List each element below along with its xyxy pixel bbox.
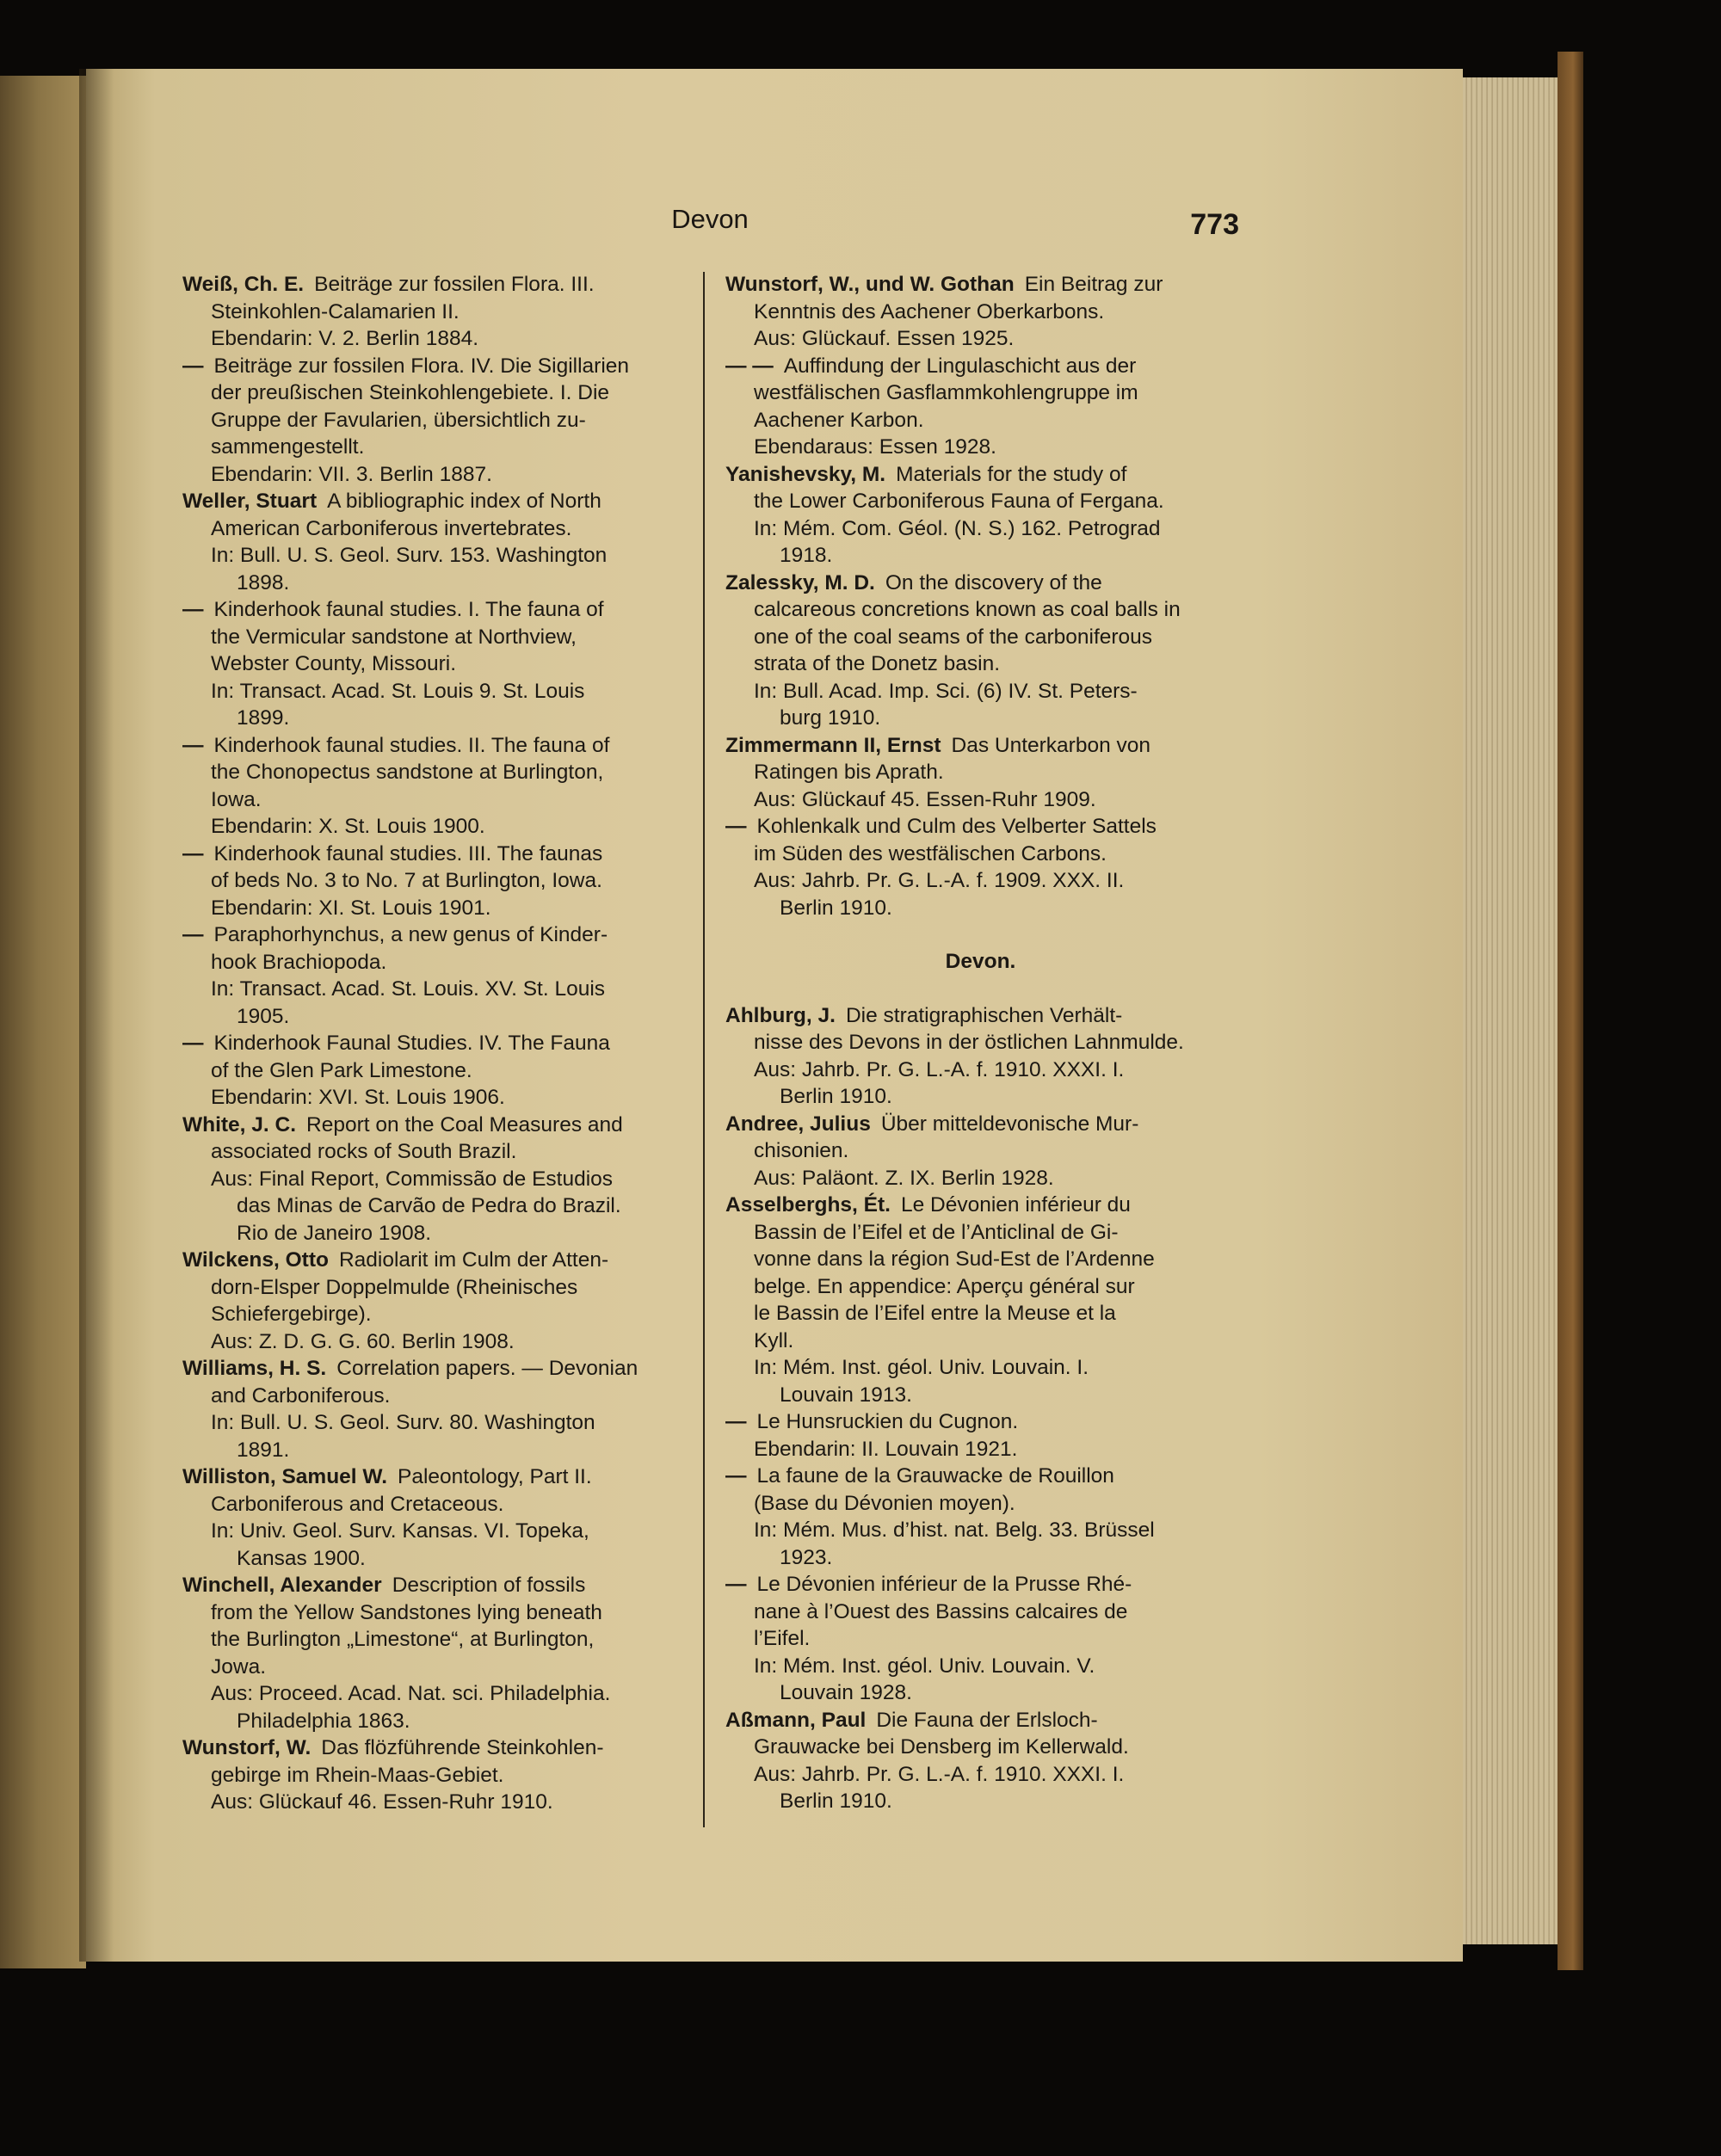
entry-publication-line: 1905. xyxy=(237,1004,290,1028)
entry-publication-line: Aus: Glückauf. Essen 1925. xyxy=(754,327,1015,350)
entry-title-line: Kinderhook Faunal Studies. IV. The Fauna xyxy=(213,1032,610,1055)
entry-author: Zalessky, M. D. xyxy=(725,570,875,594)
entry-title-line: gebirge im Rhein-Maas-Gebiet. xyxy=(211,1763,504,1787)
entry-publication-line: Ebendaraus: Essen 1928. xyxy=(754,435,996,459)
entry-author: — xyxy=(182,1032,204,1055)
entry-first-line xyxy=(725,353,1236,380)
running-header: Devon xyxy=(671,204,749,234)
entry-first-line xyxy=(182,596,694,624)
entry-title-line: Das flözführende Steinkohlen- xyxy=(321,1736,604,1759)
right-column xyxy=(725,271,1236,1815)
entry-publication-line: In: Mém. Com. Géol. (N. S.) 162. Petrograd xyxy=(754,516,1161,540)
entry-title-line: Auffindung der Lingulaschicht aus der xyxy=(783,354,1137,378)
right-column-bottom xyxy=(725,1002,1236,1815)
bibliography-entry xyxy=(725,1111,1236,1192)
entry-title-line: Über mitteldevonische Mur- xyxy=(880,1112,1139,1136)
entry-publication-line: Berlin 1910. xyxy=(780,1085,892,1108)
entry-first-line xyxy=(725,1707,1236,1734)
entry-publication-line: In: Bull. U. S. Geol. Surv. 153. Washington xyxy=(211,544,608,567)
entry-first-line xyxy=(182,1247,694,1274)
entry-first-line xyxy=(182,353,694,380)
entry-publication-line: Aus: Jahrb. Pr. G. L.-A. f. 1909. XXX. II. xyxy=(754,869,1125,892)
entry-title-line: American Carboniferous invertebrates. xyxy=(211,516,572,540)
entry-publication-line: Ebendarin: XVI. St. Louis 1906. xyxy=(211,1086,505,1109)
entry-publication-line: Ebendarin: XI. St. Louis 1901. xyxy=(211,896,491,920)
entry-author: Weiß, Ch. E. xyxy=(182,273,305,296)
column-divider xyxy=(703,272,705,1827)
entry-title-line: der preußischen Steinkohlengebiete. I. Die xyxy=(211,381,610,404)
entry-author: — xyxy=(725,1464,747,1488)
entry-title-line: westfälischen Gasflammkohlengruppe im xyxy=(754,381,1138,404)
entry-first-line xyxy=(725,1111,1236,1138)
entry-publication-line: Aus: Z. D. G. G. 60. Berlin 1908. xyxy=(211,1329,515,1353)
entry-publication-line: Kansas 1900. xyxy=(237,1546,366,1570)
entry-first-line xyxy=(725,1408,1236,1436)
entry-first-line xyxy=(182,1030,694,1057)
entry-title-line: im Süden des westfälischen Carbons. xyxy=(754,841,1107,865)
entry-first-line xyxy=(725,461,1236,489)
entry-author: Winchell, Alexander xyxy=(182,1574,382,1597)
entry-author: — xyxy=(182,841,204,865)
entry-title-line: Steinkohlen-Calamarien II. xyxy=(211,299,460,323)
entry-title-line: A bibliographic index of North xyxy=(327,490,601,513)
entry-publication-line: In: Bull. Acad. Imp. Sci. (6) IV. St. Peters- xyxy=(754,679,1138,703)
entry-author: Ahlburg, J. xyxy=(725,1003,836,1027)
entry-publication-line: Aus: Proceed. Acad. Nat. sci. Philadelphia. xyxy=(211,1682,611,1705)
entry-publication-line: burg 1910. xyxy=(780,706,881,730)
entry-author: Wunstorf, W., und W. Gothan xyxy=(725,273,1015,296)
entry-title-line: chisonien. xyxy=(754,1139,849,1162)
entry-title-line: nisse des Devons in der östlichen Lahnmulde. xyxy=(754,1031,1184,1054)
entry-title-line: belge. En appendice: Aperçu général sur xyxy=(754,1274,1135,1298)
entry-title-line: Ein Beitrag zur xyxy=(1024,273,1163,296)
entry-title-line: associated rocks of South Brazil. xyxy=(211,1140,517,1163)
entry-first-line xyxy=(182,1463,694,1491)
entry-title-line: strata of the Donetz basin. xyxy=(754,652,1000,675)
bibliography-entry xyxy=(182,353,694,489)
entry-title-line: of the Glen Park Limestone. xyxy=(211,1058,472,1082)
entry-title-line: nane à l’Ouest des Bassins calcaires de xyxy=(754,1599,1128,1623)
entry-title-line: of beds No. 3 to No. 7 at Burlington, Iowa. xyxy=(211,869,602,892)
entry-publication-line: 1918. xyxy=(780,544,833,567)
entry-publication-line: In: Mém. Mus. d’hist. nat. Belg. 33. Brüssel xyxy=(754,1518,1155,1542)
entry-publication-line: das Minas de Carvão de Pedra do Brazil. xyxy=(237,1194,621,1217)
entry-author: — — xyxy=(725,354,774,378)
entry-first-line xyxy=(182,921,694,949)
entry-title-line: Beiträge zur fossilen Flora. III. xyxy=(314,273,595,296)
entry-publication-line: Aus: Final Report, Commissão de Estudios xyxy=(211,1167,614,1191)
entry-first-line xyxy=(725,1571,1236,1599)
entry-publication-line: Ebendarin: V. 2. Berlin 1884. xyxy=(211,327,479,350)
entry-title-line: (Base du Dévonien moyen). xyxy=(754,1491,1015,1515)
entry-title-line: calcareous concretions known as coal balls in xyxy=(754,598,1181,621)
entry-title-line: dorn-Elsper Doppelmulde (Rheinisches xyxy=(211,1275,578,1299)
entry-title-line: Paleontology, Part II. xyxy=(398,1465,592,1488)
entry-title-line: Carboniferous and Cretaceous. xyxy=(211,1492,504,1516)
bibliography-entry xyxy=(182,1734,694,1816)
entry-first-line xyxy=(725,1002,1236,1030)
entry-first-line xyxy=(182,271,694,299)
entry-title-line: Le Dévonien inférieur du xyxy=(900,1193,1131,1217)
entry-title-line: Die Fauna der Erlsloch- xyxy=(876,1708,1098,1732)
entry-first-line xyxy=(182,841,694,868)
entry-title-line: Gruppe der Favularien, übersichtlich zu- xyxy=(211,408,586,432)
entry-author: White, J. C. xyxy=(182,1112,297,1137)
entry-title-line: La faune de la Grauwacke de Rouillon xyxy=(756,1464,1114,1488)
bibliography-entry xyxy=(725,570,1236,732)
entry-title-line: Bassin de l’Eifel et de l’Anticlinal de Gi- xyxy=(754,1220,1119,1244)
bibliography-entry xyxy=(725,271,1236,353)
entry-first-line xyxy=(182,488,694,515)
bibliography-entry xyxy=(182,921,694,1030)
entry-publication-line: Aus: Glückauf 45. Essen-Ruhr 1909. xyxy=(754,787,1096,811)
entry-author: — xyxy=(182,923,204,946)
entry-title-line: Kinderhook faunal studies. II. The fauna of xyxy=(213,733,610,757)
entry-author: Yanishevsky, M. xyxy=(725,462,886,486)
entry-title-line: Ratingen bis Aprath. xyxy=(754,761,944,784)
entry-first-line xyxy=(182,1572,694,1599)
entry-publication-line: Aus: Jahrb. Pr. G. L.-A. f. 1910. XXXI. I. xyxy=(754,1057,1125,1081)
bibliography-entry xyxy=(725,1002,1236,1111)
entry-publication-line: 1899. xyxy=(237,706,290,730)
bibliography-entry xyxy=(182,1355,694,1463)
entry-author: Wunstorf, W. xyxy=(182,1736,312,1759)
bibliography-entry xyxy=(182,1247,694,1355)
entry-publication-line: Aus: Glückauf 46. Essen-Ruhr 1910. xyxy=(211,1790,553,1814)
bibliography-entry xyxy=(182,488,694,596)
entry-title-line: Correlation papers. — Devonian xyxy=(336,1357,638,1380)
left-page-edge xyxy=(0,76,86,1968)
entry-author: — xyxy=(182,733,204,757)
bibliography-entry xyxy=(725,1463,1236,1571)
entry-title-line: Aachener Karbon. xyxy=(754,408,924,432)
entry-first-line xyxy=(182,1112,694,1139)
entry-author: — xyxy=(725,815,747,838)
entry-title-line: Das Unterkarbon von xyxy=(951,733,1151,757)
bibliography-entry xyxy=(725,1707,1236,1815)
entry-publication-line: Aus: Paläont. Z. IX. Berlin 1928. xyxy=(754,1166,1054,1190)
entry-publication-line: In: Univ. Geol. Surv. Kansas. VI. Topeka, xyxy=(211,1519,589,1543)
section-title: Devon. xyxy=(945,950,1016,973)
entry-publication-line: Aus: Jahrb. Pr. G. L.-A. f. 1910. XXXI. I. xyxy=(754,1762,1125,1786)
entry-title-line: Webster County, Missouri. xyxy=(211,652,457,675)
bibliography-entry xyxy=(725,461,1236,570)
entry-title-line: Beiträge zur fossilen Flora. IV. Die Sigillarien xyxy=(213,354,630,378)
entry-publication-line: Philadelphia 1863. xyxy=(237,1709,410,1733)
entry-first-line xyxy=(182,1734,694,1762)
bibliography-entry xyxy=(182,271,694,353)
entry-title-line: the Vermicular sandstone at Northview, xyxy=(211,625,577,649)
bibliography-entry xyxy=(725,1192,1236,1408)
entry-publication-line: In: Mém. Inst. géol. Univ. Louvain. V. xyxy=(754,1654,1095,1678)
entry-publication-line: Berlin 1910. xyxy=(780,1789,892,1813)
entry-title-line: hook Brachiopoda. xyxy=(211,950,387,974)
entry-publication-line: In: Bull. U. S. Geol. Surv. 80. Washington xyxy=(211,1411,595,1434)
bibliography-entry xyxy=(725,1408,1236,1463)
entry-title-line: Radiolarit im Culm der Atten- xyxy=(338,1248,609,1272)
entry-title-line: le Bassin de l’Eifel entre la Meuse et la xyxy=(754,1302,1116,1325)
entry-publication-line: Ebendarin: II. Louvain 1921. xyxy=(754,1437,1018,1461)
page-edges xyxy=(1463,77,1558,1944)
entry-author: — xyxy=(182,354,204,378)
entry-title-line: one of the coal seams of the carboniferous xyxy=(754,625,1153,649)
entry-author: Asselberghs, Ét. xyxy=(725,1193,891,1217)
entry-publication-line: 1898. xyxy=(237,570,290,594)
entry-author: Williams, H. S. xyxy=(182,1357,327,1380)
entry-author: Andree, Julius xyxy=(725,1112,871,1136)
bibliography-entry xyxy=(725,813,1236,921)
entry-publication-line: Ebendarin: VII. 3. Berlin 1887. xyxy=(211,462,492,486)
entry-title-line: Kinderhook faunal studies. III. The faunas xyxy=(213,841,603,865)
entry-title-line: Iowa. xyxy=(211,787,262,811)
entry-author: Zimmermann II, Ernst xyxy=(725,733,941,757)
entry-title-line: Report on the Coal Measures and xyxy=(306,1112,623,1137)
entry-author: — xyxy=(725,1573,747,1596)
entry-first-line xyxy=(725,570,1236,597)
entry-title-line: Paraphorhynchus, a new genus of Kinder- xyxy=(213,923,608,946)
entry-title-line: l’Eifel. xyxy=(754,1627,811,1650)
entry-title-line: Die stratigraphischen Verhält- xyxy=(845,1003,1123,1027)
right-column-top xyxy=(725,271,1236,921)
entry-publication-line: Rio de Janeiro 1908. xyxy=(237,1221,432,1245)
entry-author: Williston, Samuel W. xyxy=(182,1465,388,1488)
entry-title-line: Kyll. xyxy=(754,1328,794,1352)
entry-author: — xyxy=(182,598,204,621)
entry-author: Wilckens, Otto xyxy=(182,1248,329,1272)
entry-title-line: the Lower Carboniferous Fauna of Fergana. xyxy=(754,490,1164,513)
entry-title-line: On the discovery of the xyxy=(885,570,1102,594)
bibliography-entry xyxy=(182,1572,694,1734)
bibliography-entry xyxy=(182,1463,694,1572)
bibliography-entry xyxy=(182,596,694,732)
entry-first-line xyxy=(725,271,1236,299)
entry-first-line xyxy=(725,1463,1236,1490)
entry-publication-line: Louvain 1913. xyxy=(780,1383,912,1407)
entry-title-line: sammengestellt. xyxy=(211,435,365,459)
bibliography-entry xyxy=(725,732,1236,814)
entry-title-line: Description of fossils xyxy=(392,1574,586,1597)
page-number: 773 xyxy=(1190,208,1239,241)
entry-title-line: Le Hunsruckien du Cugnon. xyxy=(756,1410,1019,1433)
entry-publication-line: In: Mém. Inst. géol. Univ. Louvain. I. xyxy=(754,1356,1089,1379)
entry-publication-line: In: Transact. Acad. St. Louis. XV. St. Louis xyxy=(211,977,606,1001)
bibliography-entry xyxy=(182,732,694,841)
entry-publication-line: Berlin 1910. xyxy=(780,896,892,920)
entry-publication-line: In: Transact. Acad. St. Louis 9. St. Louis xyxy=(211,679,585,703)
entry-author: — xyxy=(725,1410,747,1433)
bibliography-entry xyxy=(725,1571,1236,1707)
entry-title-line: Grauwacke bei Densberg im Kellerwald. xyxy=(754,1735,1129,1759)
left-column xyxy=(182,271,694,1816)
entry-title-line: vonne dans la région Sud-Est de l’Ardenne xyxy=(754,1247,1155,1271)
entry-title-line: Kohlenkalk und Culm des Velberter Sattels xyxy=(756,815,1157,838)
entry-title-line: the Chonopectus sandstone at Burlington, xyxy=(211,761,604,784)
entry-title-line: Le Dévonien inférieur de la Prusse Rhé- xyxy=(756,1573,1132,1596)
entry-title-line: and Carboniferous. xyxy=(211,1383,391,1408)
bibliography-entry xyxy=(182,841,694,922)
entry-publication-line: Louvain 1928. xyxy=(780,1681,912,1704)
entry-publication-line: 1891. xyxy=(237,1438,290,1462)
entry-title-line: Jowa. xyxy=(211,1654,267,1679)
entry-author: Aßmann, Paul xyxy=(725,1708,867,1732)
entry-first-line xyxy=(725,1192,1236,1219)
entry-title-line: from the Yellow Sandstones lying beneath xyxy=(211,1600,602,1624)
entry-title-line: Kenntnis des Aachener Oberkarbons. xyxy=(754,299,1105,323)
entry-first-line xyxy=(182,732,694,760)
bibliography-entry xyxy=(182,1030,694,1112)
entry-title-line: Schiefergebirge). xyxy=(211,1303,372,1326)
entry-author: Weller, Stuart xyxy=(182,490,318,513)
entry-first-line xyxy=(725,732,1236,760)
entry-title-line: the Burlington „Limestone“, at Burlington, xyxy=(211,1628,595,1651)
bibliography-entry xyxy=(725,353,1236,461)
entry-publication-line: Ebendarin: X. St. Louis 1900. xyxy=(211,815,485,838)
book-cover xyxy=(1558,52,1583,1970)
spine-shadow xyxy=(79,69,114,1962)
entry-first-line xyxy=(182,1355,694,1383)
bibliography-entry xyxy=(182,1112,694,1247)
entry-title-line: Kinderhook faunal studies. I. The fauna of xyxy=(213,598,604,621)
entry-title-line: Materials for the study of xyxy=(896,462,1127,486)
entry-publication-line: 1923. xyxy=(780,1545,833,1569)
entry-first-line xyxy=(725,813,1236,841)
